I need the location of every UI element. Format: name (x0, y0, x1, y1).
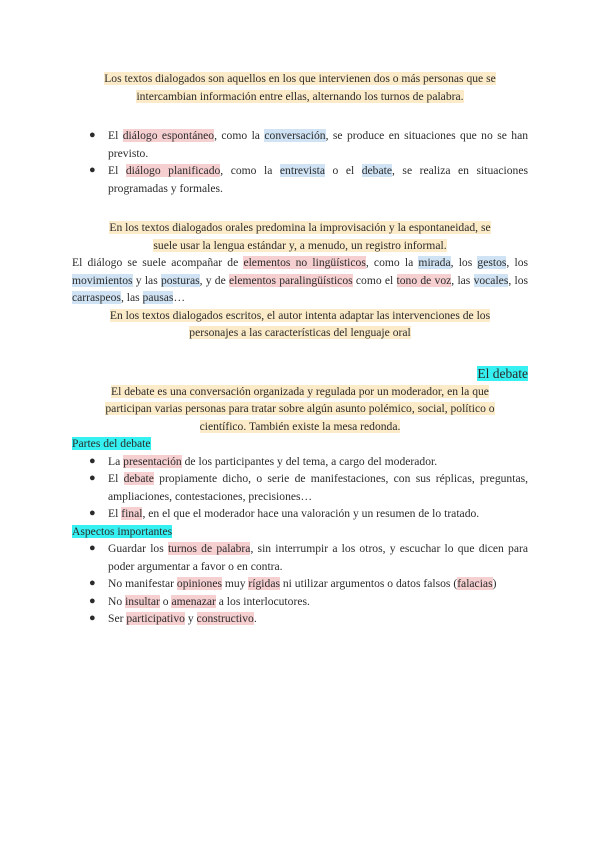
list-item: ● Ser participativo y constructivo. (72, 610, 528, 628)
list-item: ● No insultar o amenazar a los interlocutores. (72, 593, 528, 611)
intro-line-2: intercambian información entre ellas, alternando los turnos de palabra. (136, 89, 464, 103)
list-item: ● El diálogo espontáneo, como la conversación, se produce en situaciones que no se han previsto. (89, 129, 529, 160)
dialogue-types-list (72, 127, 528, 197)
highlight-example: debate (361, 164, 392, 177)
bullet-icon: ● (89, 472, 96, 484)
list-item: ● No manifestar opiniones muy rígidas ni utilizar argumentos o datos falsos (falacias) (72, 575, 528, 593)
list-item: ● La presentación de los participantes y del tema, a cargo del moderador. (72, 453, 528, 471)
debate-title: El debate (477, 365, 528, 381)
oral-paragraph: En los textos dialogados orales predomina la improvisación y la espontaneidad, se suele usar la lengua estándar y, a menudo, un registro informal. (109, 221, 491, 252)
bullet-icon: ● (89, 129, 96, 141)
highlight-term: diálogo planificado (125, 164, 221, 177)
list-item: ● Guardar los turnos de palabra, sin interrumpir a los otros, y escuchar lo que dicen para poder argumentar a favor o en contra. (89, 542, 528, 573)
list-item: ● El diálogo planificado, como la entrevista o el debate, se realiza en situaciones programadas y formales. (89, 164, 529, 195)
written-paragraph: En los textos dialogados escritos, el autor intenta adaptar las intervenciones de los personajes a las características del lenguaje oral (109, 308, 491, 339)
intro-paragraph (72, 70, 528, 105)
parts-heading: Partes del debate (72, 437, 151, 450)
bullet-icon: ● (89, 594, 96, 607)
debate-definition: El debate es una conversación organizada y regulada por un moderador, en la que participan varias personas para tratar sobre algún asunto polémico, social, político o científico. También existe la mesa redonda. (105, 384, 495, 433)
document-body (72, 70, 528, 628)
highlight-example: conversación (264, 129, 326, 142)
oral-components-paragraph: El diálogo se suele acompañar de elementos no lingüísticos, como la mirada, los gestos, los movimientos y las posturas, y de elementos paralingüísticos como el tono de voz, las vocales, los carraspeos, las pausas… (72, 256, 529, 304)
highlight-term: diálogo espontáneo (122, 129, 215, 142)
bullet-icon: ● (89, 542, 96, 554)
aspects-list (72, 540, 528, 628)
bullet-icon: ● (89, 164, 96, 176)
bullet-icon: ● (89, 507, 96, 519)
parts-list (72, 453, 528, 523)
list-item: ● El final, en el que el moderador hace una valoración y un resumen de lo tratado. (72, 505, 528, 523)
bullet-icon: ● (89, 577, 96, 589)
highlight-example: entrevista (279, 164, 325, 177)
bullet-icon: ● (89, 612, 96, 624)
intro-line-1: Los textos dialogados son aquellos en los que intervienen dos o más personas que se (104, 72, 496, 85)
list-item: ● El debate propiamente dicho, o serie de manifestaciones, con sus réplicas, preguntas, ampliaciones, contestaciones, precisiones… (89, 472, 528, 503)
aspects-heading: Aspectos importantes (72, 524, 173, 538)
bullet-icon: ● (89, 454, 96, 467)
